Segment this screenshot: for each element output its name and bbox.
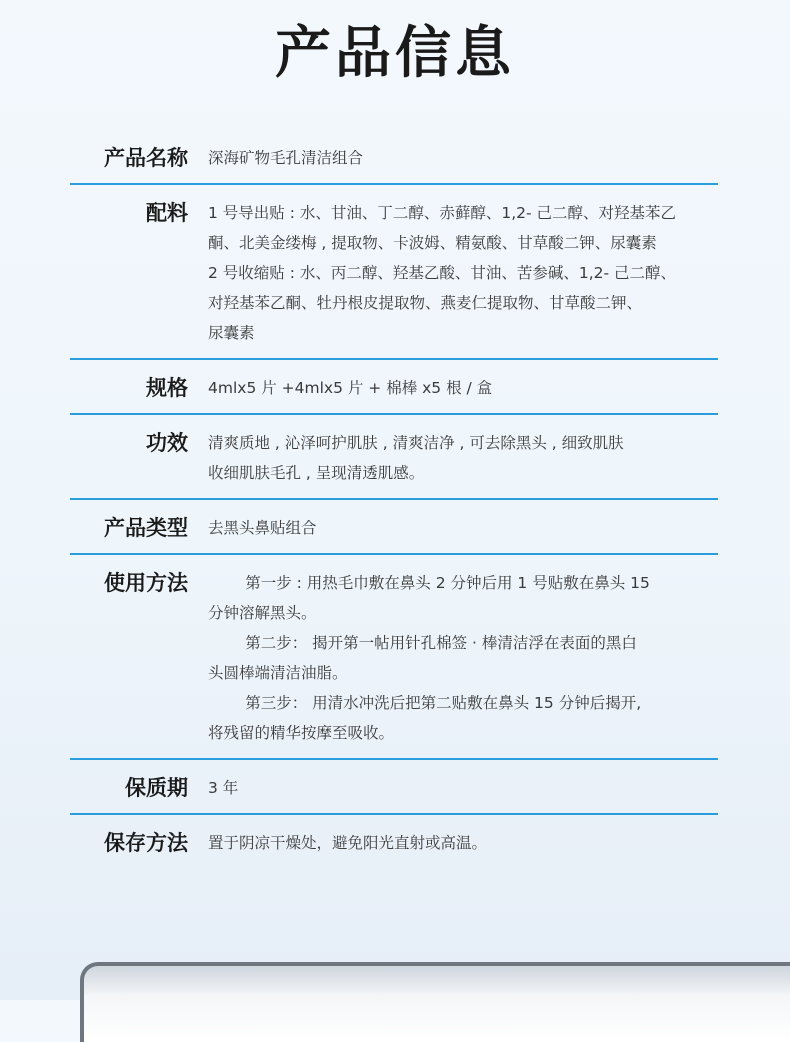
row-storage: [70, 815, 718, 868]
usage-step-line: 第三步： 用清水冲洗后把第二贴敷在鼻头 15 分钟后揭开,: [245, 694, 642, 712]
value-line: 2 号收缩贴 : 水、丙二醇、羟基乙酸、甘油、苦参碱、1,2- 己二醇、: [208, 264, 677, 282]
row-label: 配料: [146, 201, 188, 225]
row-label: 使用方法: [104, 571, 188, 595]
value-line: 4mlx5 片 +4mlx5 片 + 棉棒 x5 根 / 盒: [208, 379, 493, 397]
row-value: [208, 130, 718, 183]
row-product-type: [70, 500, 718, 555]
row-label: 规格: [146, 376, 188, 400]
row-value: [208, 360, 718, 413]
row-value: [208, 815, 718, 868]
usage-step-line: 将残留的精华按摩至吸收。: [208, 724, 395, 742]
row-specification: [70, 360, 718, 415]
row-value: [208, 500, 718, 553]
value-line: 酮、北美金缕梅 , 提取物、卡波姆、精氨酸、甘草酸二钾、尿囊素: [208, 234, 657, 252]
row-usage: [70, 555, 718, 760]
row-value: [208, 760, 718, 813]
value-line: 深海矿物毛孔清洁组合: [208, 149, 364, 167]
row-label: 产品类型: [104, 516, 188, 540]
row-label: 保存方法: [104, 831, 188, 855]
value-line: 尿囊素: [208, 324, 255, 342]
value-line: 3 年: [208, 779, 239, 797]
value-line: 对羟基苯乙酮、牡丹根皮提取物、燕麦仁提取物、甘草酸二钾、: [208, 294, 643, 312]
usage-step-line: 头圆棒端清洁油脂。: [208, 664, 348, 682]
row-value: [208, 555, 718, 758]
value-line: 1 号导出贴 : 水、甘油、丁二醇、赤藓醇、1,2- 己二醇、对羟基苯乙: [208, 204, 677, 222]
row-value: [208, 415, 718, 498]
row-label: 产品名称: [104, 146, 188, 170]
product-device-image: [80, 962, 790, 1042]
row-label: 保质期: [125, 776, 188, 800]
value-line: 清爽质地 , 沁泽呵护肌肤 , 清爽洁净 , 可去除黑头 , 细致肌肤: [208, 434, 624, 452]
value-line: 收细肌肤毛孔 , 呈现清透肌感。: [208, 464, 425, 482]
product-info-table: [70, 130, 718, 868]
page-title: 产品信息: [275, 21, 515, 86]
row-efficacy: [70, 415, 718, 500]
value-line: 去黑头鼻贴组合: [208, 519, 317, 537]
value-line: 置于阴凉干燥处，避免阳光直射或高温。: [208, 834, 488, 852]
usage-step-line: 第一步 : 用热毛巾敷在鼻头 2 分钟后用 1 号贴敷在鼻头 15: [245, 574, 650, 592]
row-value: [208, 185, 718, 358]
usage-step-line: 分钟溶解黑头。: [208, 604, 317, 622]
usage-step-line: 第二步： 揭开第一帖用针孔棉签 · 棒清洁浮在表面的黑白: [245, 634, 637, 652]
row-product-name: [70, 130, 718, 185]
row-shelf-life: [70, 760, 718, 815]
row-label: 功效: [146, 431, 188, 455]
row-ingredients: [70, 185, 718, 360]
